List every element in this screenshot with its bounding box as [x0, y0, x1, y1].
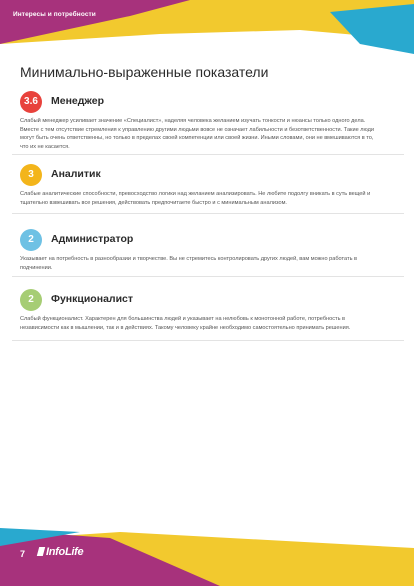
section-description: Слабые аналитические способности, превосходство логики над желанием анализировать. Не любите подолгу вникать в суть вещей и тщательно взвешивать все решения, действовать предпочитаете быстро и с минимальным анализом.: [20, 191, 371, 206]
score-badge: 3.6: [20, 91, 42, 113]
page-title: Минимально-выраженные показатели: [20, 64, 269, 80]
divider: [12, 276, 404, 277]
header-section-label: Интересы и потребности: [13, 11, 96, 18]
divider: [12, 213, 404, 214]
logo-mark-icon: [37, 547, 45, 556]
score-badge: 2: [20, 229, 42, 251]
divider: [12, 340, 404, 341]
score-badge: 3: [20, 164, 42, 186]
section-title: Функционалист: [51, 293, 134, 305]
section-description: Слабый функционалист. Характерен для большинства людей и указывает на нелюбовь к монотонной работе, потребность в независимости как в мышлении, так и в действиях. Такому человеку крайне необходимо самостоятельно принимать решения.: [20, 316, 351, 331]
section-title: Администратор: [51, 233, 134, 245]
divider: [12, 154, 404, 155]
logo-text: InfoLife: [46, 546, 84, 558]
section-description: Указывает на потребность в разнообразии и творчестве. Вы не стремитесь контролировать других людей, вам можно работать в подчинении.: [20, 256, 358, 271]
section-title: Менеджер: [51, 95, 104, 107]
section-description: Слабый менеджер усиливает значение «Специалист», наделяя человека желанием изучать тонкости и нюансы только одного дела. Вместе с тем отсутствие стремления к управлению другими людьми вовсе не означает лабильности и безответственности. Такие люди могут быть очень ответственны, но только в пределах своей компетенции или своей жизни. Иными словами, они не вмешиваются в то, что их не касается.: [20, 118, 375, 150]
score-badge: 2: [20, 289, 42, 311]
page-number: 7: [20, 549, 26, 559]
section-title: Аналитик: [51, 168, 101, 180]
infolife-logo: [38, 546, 83, 558]
